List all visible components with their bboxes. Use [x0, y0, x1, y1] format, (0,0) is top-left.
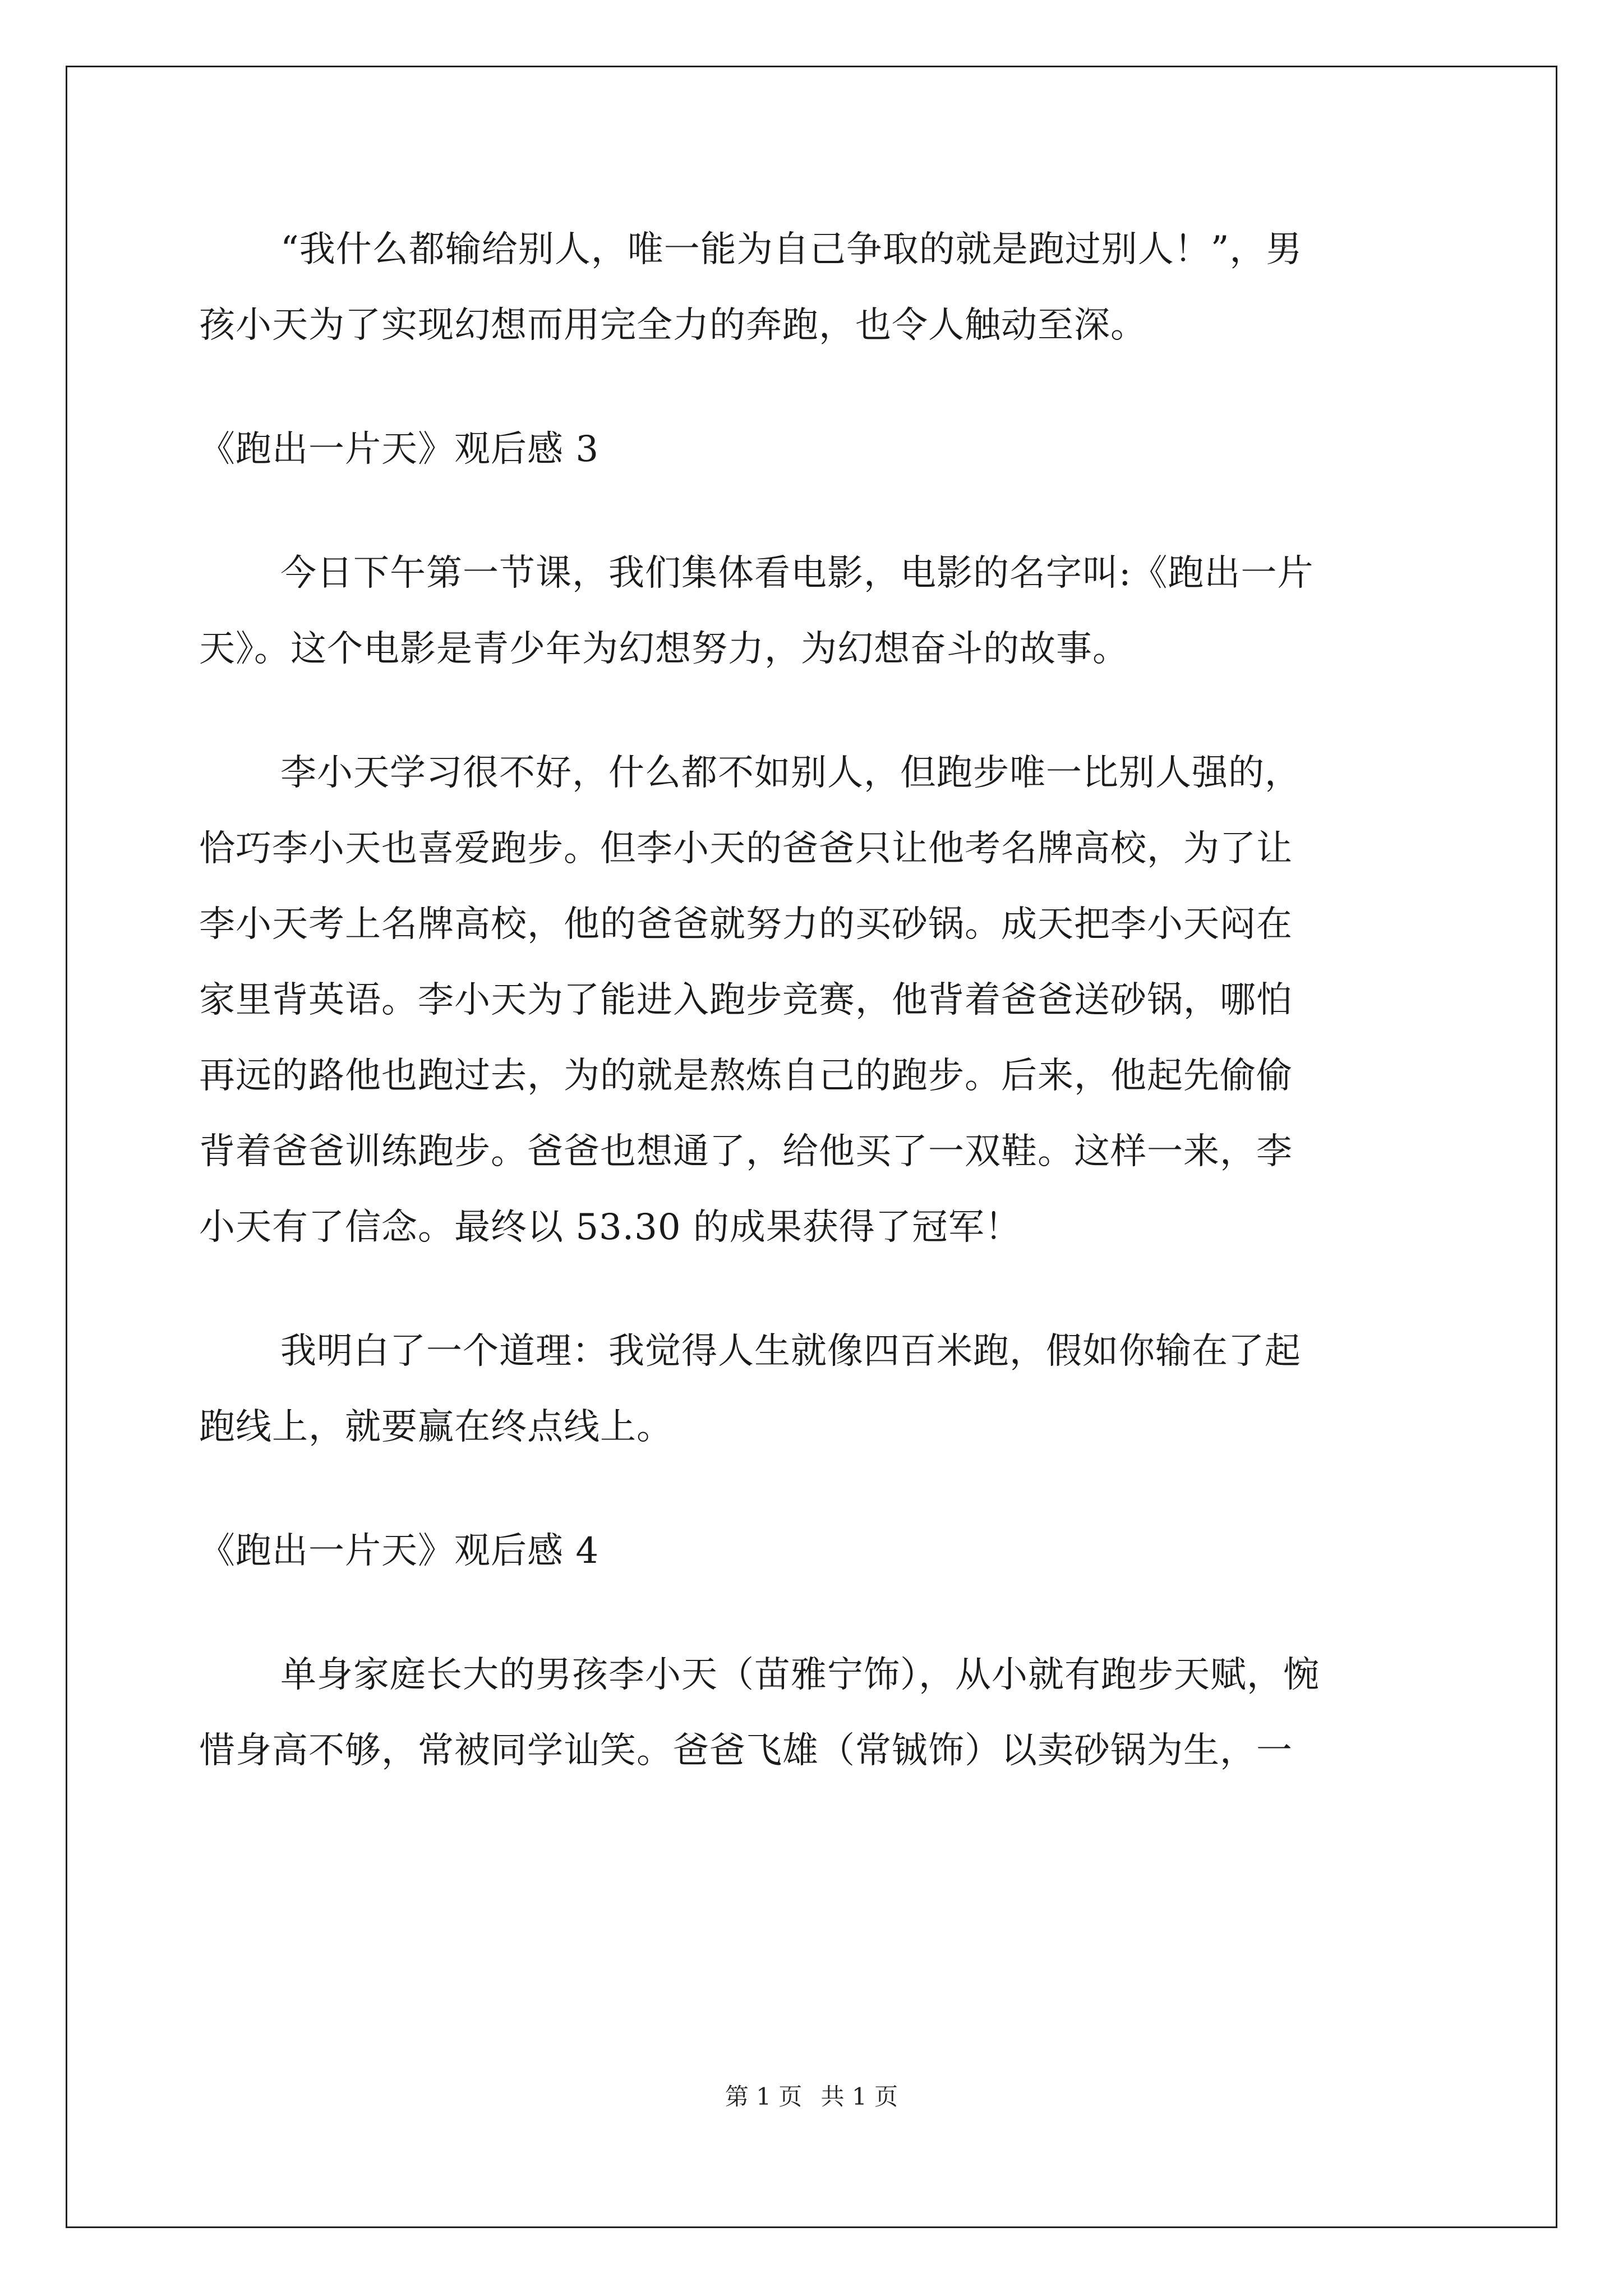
page-footer — [0, 2078, 1623, 2112]
text-line: 李小天考上名牌高校，他的爸爸就努力的买砂锅。成天把李小天闷在 — [199, 904, 1293, 945]
paragraph-5 — [199, 1637, 1427, 1789]
document-body — [199, 212, 1427, 1837]
text-line: 再远的路他也跑过去，为的就是熬炼自己的跑步。后来，他起先偷偷 — [199, 1055, 1293, 1097]
text-line: 单身家庭长大的男孩李小天（苗雅宁饰），从小就有跑步天赋，惋 — [280, 1654, 1320, 1696]
text-line: 小天有了信念。最终以 53.30 的成果获得了冠军！ — [199, 1207, 1021, 1248]
page-number: 第 1 页 — [725, 2083, 803, 2110]
text-line: 李小天学习很不好，什么都不如别人，但跑步唯一比别人强的， — [280, 752, 1301, 794]
text-line: 背着爸爸训练跑步。爸爸也想通了，给他买了一双鞋。这样一来，李 — [199, 1131, 1293, 1172]
section-heading-3: 《跑出一片天》观后感 3 — [199, 429, 600, 470]
page-total: 共 1 页 — [820, 2083, 898, 2110]
text-line: 家里背英语。李小天为了能进入跑步竞赛，他背着爸爸送砂锅，哪怕 — [199, 979, 1293, 1021]
text-line: 天》。这个电影是青少年为幻想努力，为幻想奋斗的故事。 — [199, 628, 1129, 670]
paragraph-2 — [199, 536, 1427, 687]
section-heading-4: 《跑出一片天》观后感 4 — [199, 1530, 600, 1572]
paragraph-3 — [199, 735, 1427, 1266]
paragraph-4 — [199, 1314, 1427, 1465]
text-line: 孩小天为了实现幻想而用完全力的奔跑，也令人触动至深。 — [199, 305, 1147, 346]
text-line: 今日下午第一节课，我们集体看电影，电影的名字叫:《跑出一片 — [280, 553, 1314, 594]
text-line: 跑线上，就要赢在终点线上。 — [199, 1406, 673, 1448]
paragraph-1 — [199, 212, 1427, 364]
text-line: 我明白了一个道理：我觉得人生就像四百米跑，假如你输在了起 — [280, 1331, 1301, 1372]
text-line: “我什么都输给别人，唯一能为自己争取的就是跑过别人！”，男 — [280, 229, 1303, 270]
text-line: 恰巧李小天也喜爱跑步。但李小天的爸爸只让他考名牌高校，为了让 — [199, 828, 1293, 869]
text-line: 惜身高不够，常被同学讪笑。爸爸飞雄（常铖饰）以卖砂锅为生，一 — [199, 1730, 1293, 1772]
